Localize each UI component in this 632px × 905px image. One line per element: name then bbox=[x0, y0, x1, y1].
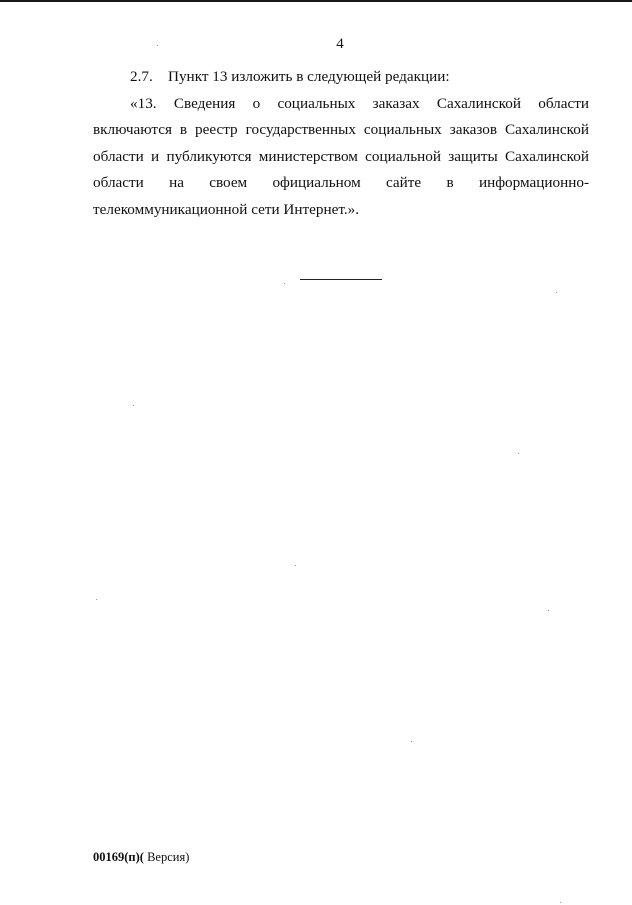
document-body bbox=[93, 64, 589, 223]
scan-speck bbox=[556, 292, 557, 293]
footer-code-text: 00169(п)( bbox=[93, 850, 144, 864]
scan-speck bbox=[157, 45, 158, 46]
footer-version-text: Версия) bbox=[147, 850, 190, 864]
page-number: 4 bbox=[336, 36, 344, 52]
scan-speck bbox=[548, 610, 549, 611]
footer-document-code bbox=[93, 850, 189, 865]
scan-speck bbox=[284, 283, 285, 284]
scan-speck bbox=[560, 902, 561, 903]
section-heading bbox=[93, 64, 589, 91]
scan-speck bbox=[96, 599, 97, 600]
scan-speck bbox=[518, 453, 519, 454]
quoted-paragraph: «13. Сведения о социальных заказах Сахалинской области включаются в реестр государственных социальных заказов Сахалинской области и публикуются министерством социальной защиты Сахалинской области на своем официальном сайте в информационно-телекоммуникационной сети Интернет.». bbox=[93, 94, 589, 218]
section-text: Пункт 13 изложить в следующей редакции: bbox=[168, 68, 450, 85]
scan-speck bbox=[133, 405, 134, 406]
scan-speck bbox=[295, 565, 296, 566]
section-number: 2.7. bbox=[130, 68, 153, 85]
end-separator-line bbox=[300, 279, 382, 280]
scan-speck bbox=[411, 741, 412, 742]
top-border-line bbox=[0, 0, 632, 2]
